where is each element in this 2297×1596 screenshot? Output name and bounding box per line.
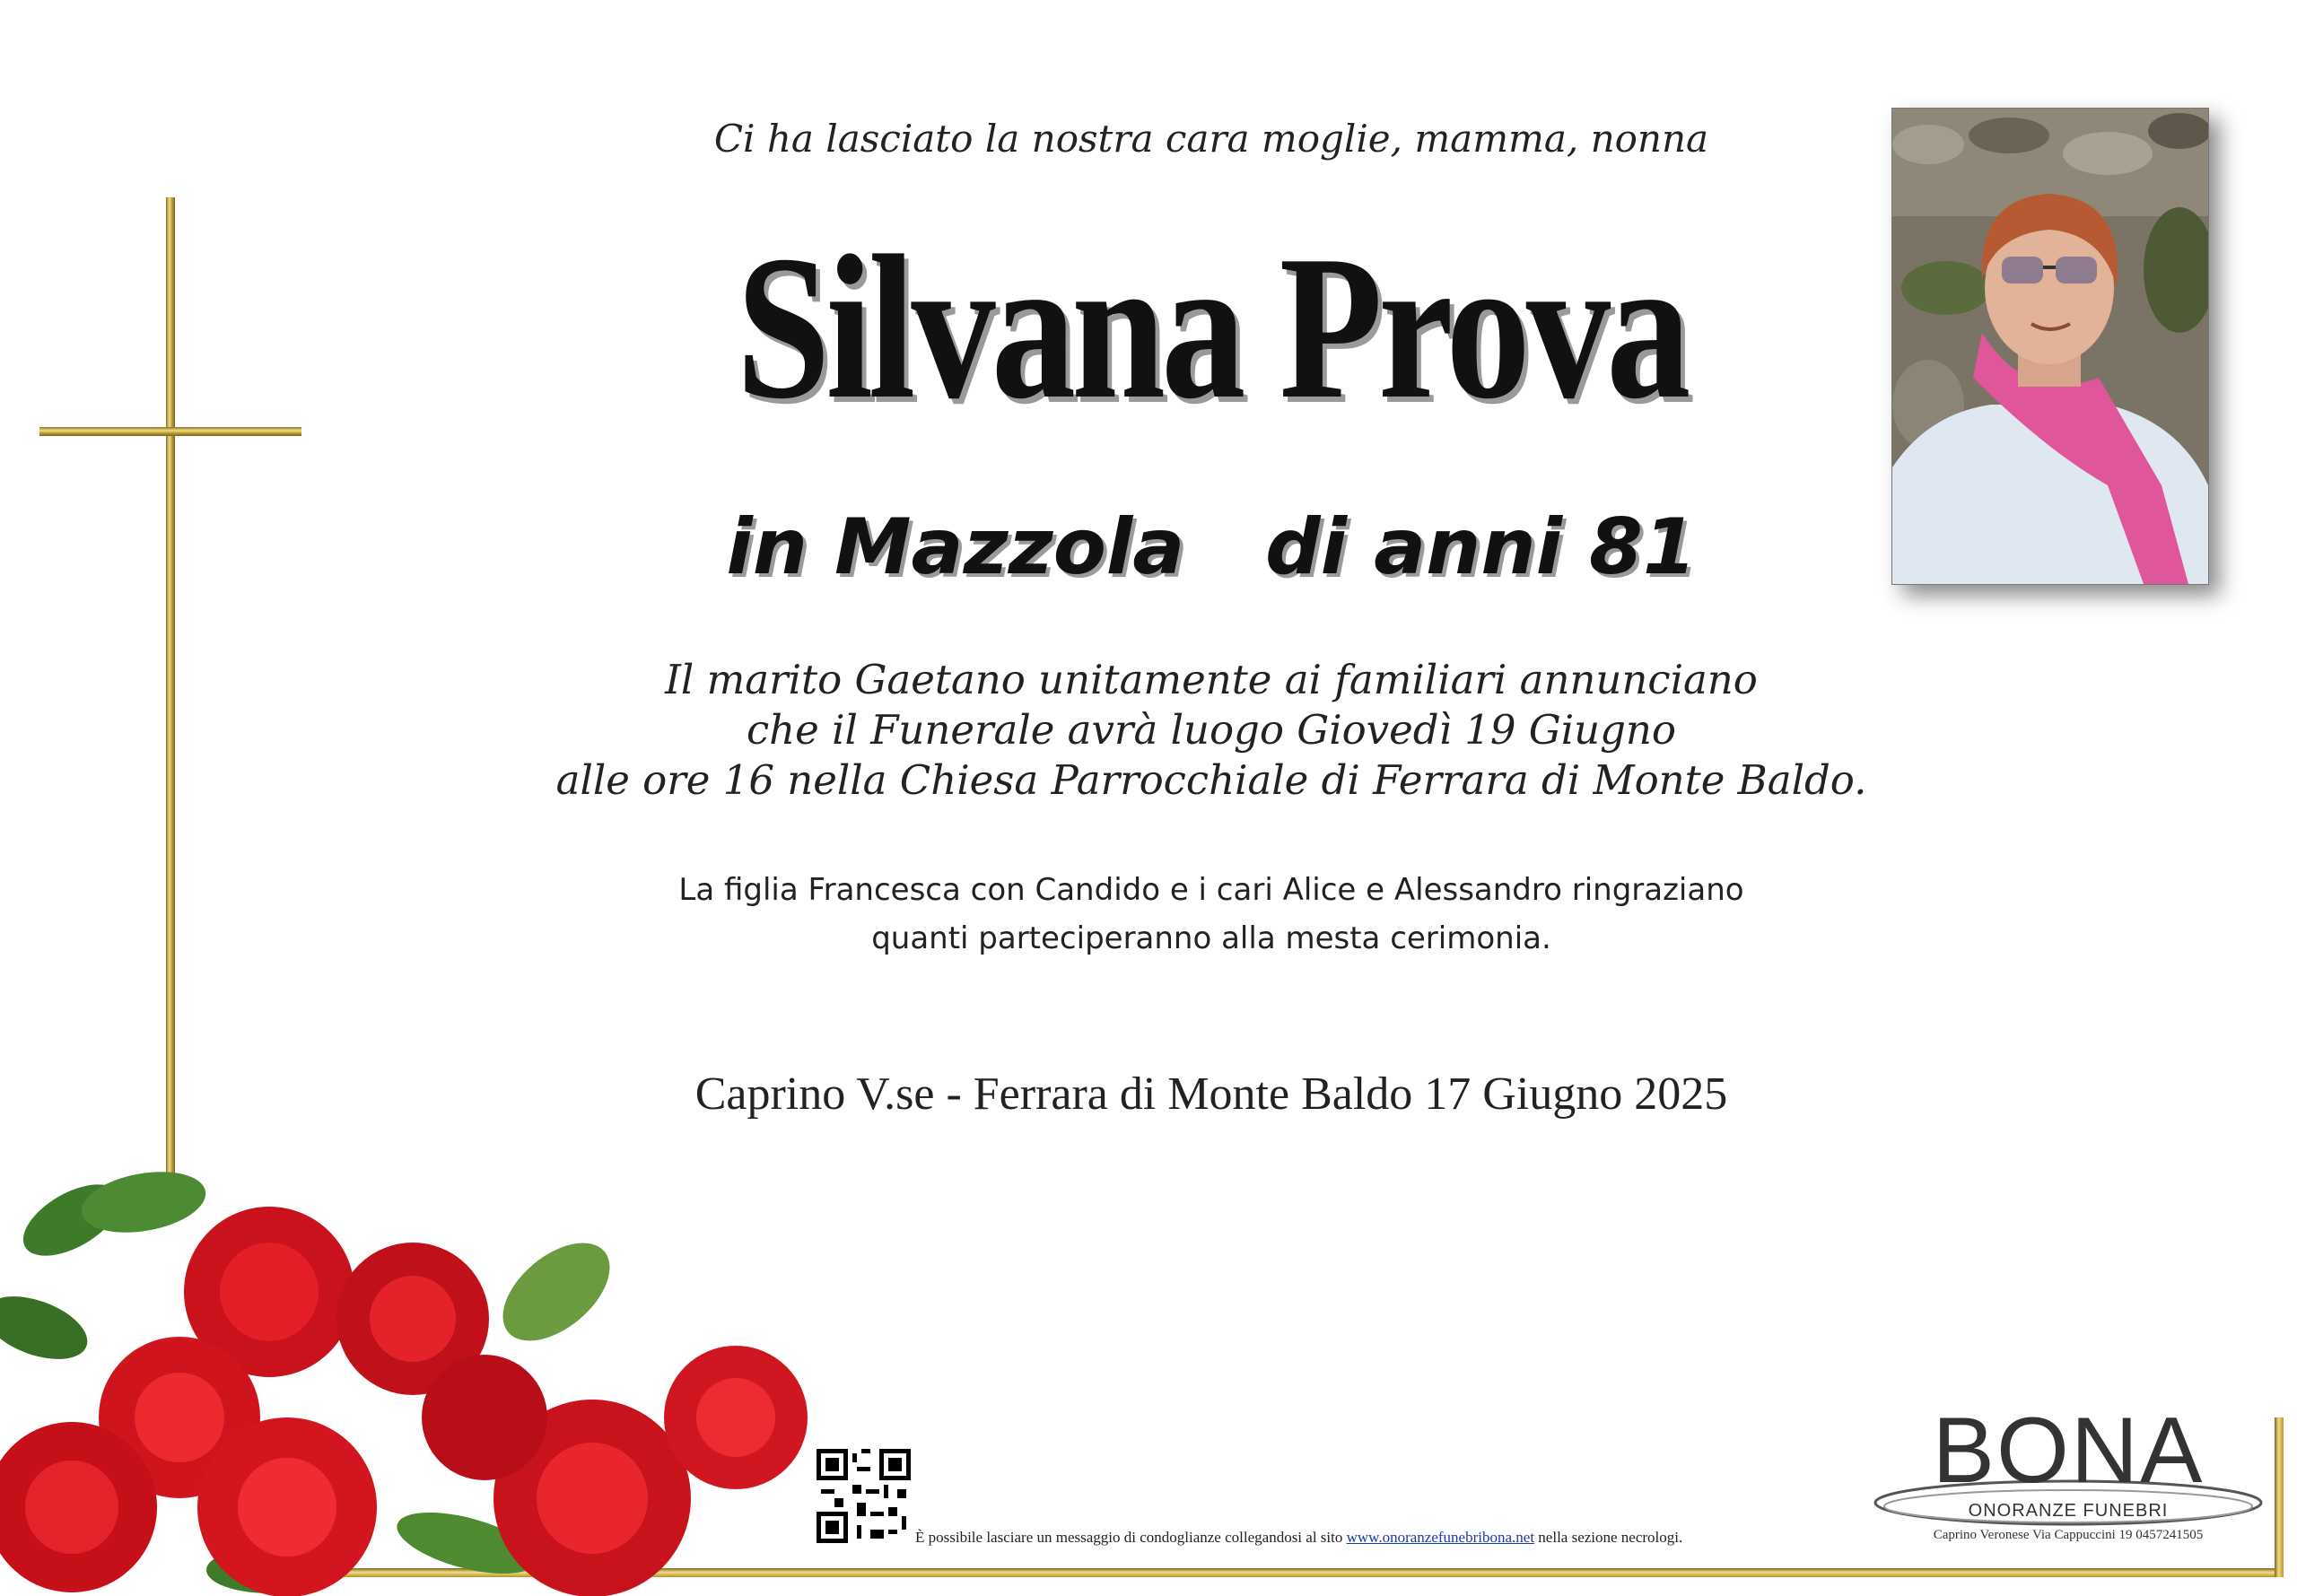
married-name-age: in Mazzola di anni 81 bbox=[726, 502, 1697, 592]
cross-icon bbox=[166, 197, 175, 1211]
intro-text: Ci ha lasciato la nostra cara moglie, mamma, nonna bbox=[713, 117, 1709, 161]
portrait-illustration bbox=[1892, 109, 2208, 584]
frame-right-border bbox=[2275, 1417, 2284, 1577]
qr-code-icon[interactable] bbox=[817, 1449, 911, 1543]
thanks-line: quanti parteciperanno alla mesta cerimonia. bbox=[871, 920, 1551, 956]
funeral-home-logo bbox=[1871, 1399, 2266, 1539]
condolence-note-suffix: nella sezione necrologi. bbox=[1538, 1529, 1683, 1546]
website-link[interactable]: www.onoranzefunebribona.net bbox=[1346, 1529, 1535, 1546]
portrait-photo bbox=[1891, 108, 2209, 585]
thanks-line: La figlia Francesca con Candido e i cari Alice e Alessandro ringraziano bbox=[678, 872, 1744, 908]
cross-arm bbox=[39, 427, 301, 436]
announcement-line: alle ore 16 nella Chiesa Parrocchiale di Ferrara di Monte Baldo. bbox=[555, 756, 1867, 804]
condolence-note bbox=[915, 1529, 1682, 1547]
announcement-line: che il Funerale avrà luogo Giovedì 19 Giugno bbox=[746, 706, 1676, 754]
logo-subtitle: ONORANZE FUNEBRI bbox=[1968, 1501, 2169, 1521]
announcement-line: Il marito Gaetano unitamente ai familiari annunciano bbox=[665, 656, 1758, 703]
funeral-announcement bbox=[502, 655, 1920, 806]
logo-brand: BONA bbox=[1932, 1399, 2205, 1503]
red-roses-illustration bbox=[0, 1148, 825, 1596]
funeral-home-address: Caprino Veronese Via Cappuccini 19 0457241505 bbox=[1933, 1528, 2204, 1542]
deceased-name: Silvana Prova bbox=[736, 213, 1687, 441]
place-and-date: Caprino V.se - Ferrara di Monte Baldo 17 Giugno 2025 bbox=[694, 1068, 1728, 1120]
family-thanks bbox=[502, 866, 1920, 963]
condolence-note-prefix: È possibile lasciare un messaggio di condoglianze collegandosi al sito bbox=[915, 1529, 1343, 1546]
